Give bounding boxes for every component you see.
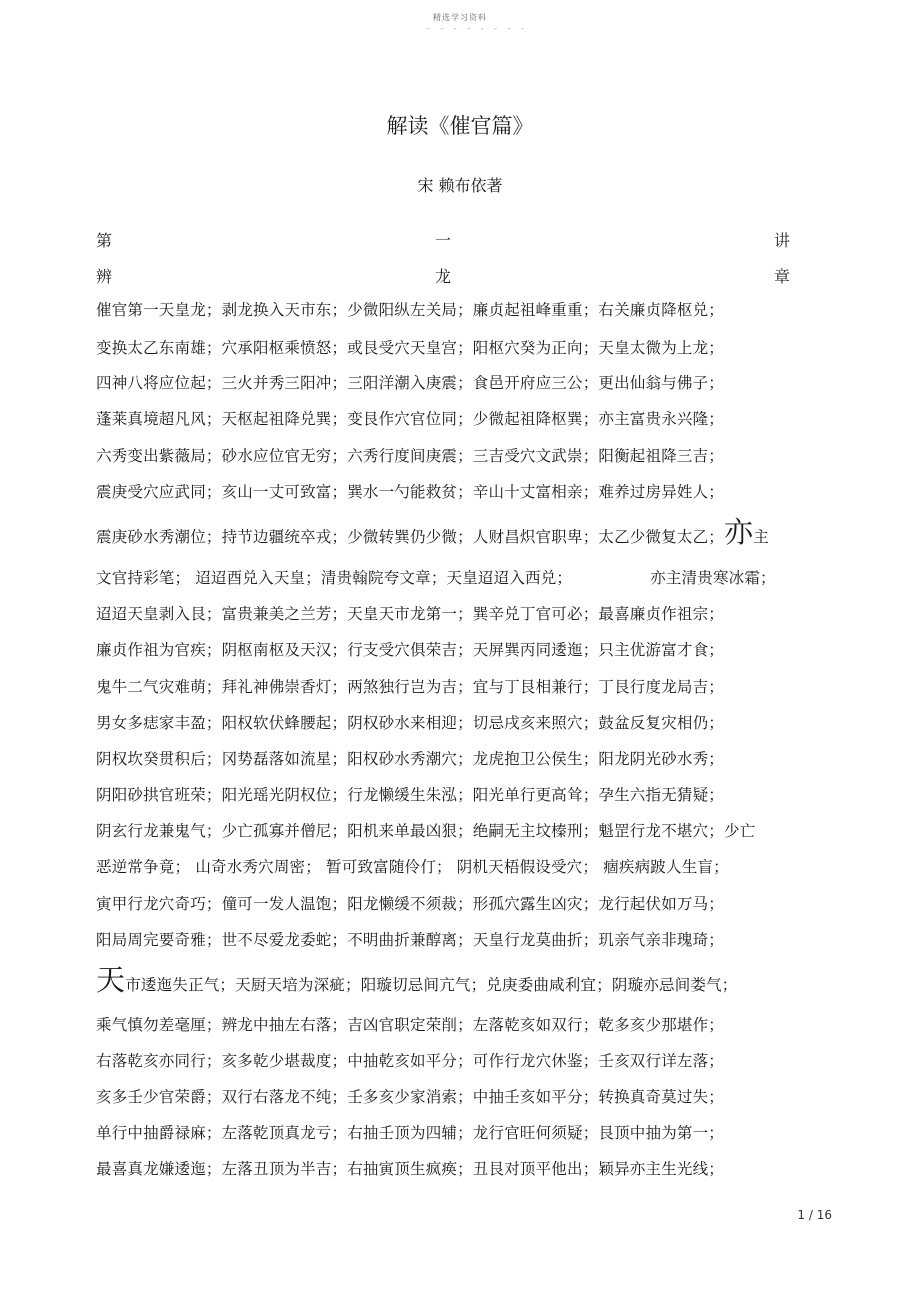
text-line: 催官第一天皇龙；剥龙换入天市东；少微阳纵左关局；廉贞起祖峰重重；右关廉贞降枢兑； [96, 301, 725, 319]
heading-char: 龙 [434, 267, 451, 286]
text-line: 阴权坎癸贯积后；冈势磊落如流星；阳权砂水秀潮穴；龙虎抱卫公侯生；阳龙阴光砂水秀； [96, 750, 725, 768]
text-line [96, 958, 738, 999]
text-line: 最喜真龙嫌逶迤；左落丑顶为半吉；右抽寅顶生疯痪；丑艮对顶平他出；颖异亦主生光线； [96, 1160, 725, 1178]
text-line: 恶逆常争竟； 山奇水秀穴周密； 暂可致富随伶仃； 阴机天梧假设受穴； 痼疾病跛人生盲； [96, 858, 729, 876]
text-line: 男女多痣家丰盈；阳权软伏蜂腰起；阴权砂水来相迎；切忌戌亥来照穴；鼓盆反复灾相仍； [96, 714, 725, 732]
text-line: 震庚受穴应武同；亥山一丈可致富；巽水一勺能救贫；辛山十丈富相亲；难养过房异姓人； [96, 483, 725, 501]
author-line: 宋 赖布依著 [417, 176, 503, 195]
text-line: 右落乾亥亦同行；亥多乾少堪裁度；中抽乾亥如平分；可作行龙穴休鉴；壬亥双行详左落； [96, 1052, 725, 1070]
enlarged-char: 天 [96, 963, 126, 997]
text-line: 亥多壬少官荣爵；双行右落龙不纯；壬多亥少家消索；中抽壬亥如平分；转换真奇莫过失； [96, 1088, 725, 1106]
heading-char: 章 [773, 267, 790, 286]
text-line: 单行中抽爵禄麻；左落乾顶真龙亏；右抽壬顶为四辅；龙行官旺何须疑；艮顶中抽为第一； [96, 1124, 725, 1142]
header-dashes: - - - - - - - - [427, 24, 528, 33]
header-note: 精选学习资料 [433, 13, 487, 22]
heading-char: 一 [434, 231, 451, 250]
text-line: 迢迢天皇剥入艮；富贵兼美之兰芳；天皇天市龙第一；巽辛兑丁官可必；最喜廉贞作祖宗； [96, 605, 725, 623]
text-line: 寅甲行龙穴奇巧；僮可一发人温饱；阳龙懒缓不须裁；形孤穴露生凶灾；龙行起伏如万马； [96, 895, 725, 913]
line-text: 市逶迤失正气；天厨天培为深疵；阳璇切忌间亢气；兑庚委曲咸利宜；阴璇亦忌间娄气； [125, 976, 738, 994]
line-text: 震庚砂水秀潮位；持节边疆统卒戎；少微转巽仍少微；人财昌炽官职卑；太乙少微复太乙； [96, 528, 725, 546]
text-line: 鬼牛二气灾难萌；拜礼神佛崇香灯；两煞独行岂为吉；宜与丁艮相兼行；丁艮行度龙局吉； [96, 678, 725, 696]
text-line: 乘气慎勿差毫厘；辨龙中抽左右落；吉凶官职定荣削；左落乾亥如双行；乾多亥少那堪作； [96, 1016, 725, 1034]
page-title: 解读《催官篇》 [386, 114, 534, 138]
text-line [96, 566, 776, 588]
heading-char: 辨 [96, 267, 113, 286]
enlarged-char: 亦 [724, 515, 754, 549]
heading-char: 第 [96, 231, 113, 250]
line-text: 文官持彩笔； 迢迢酉兑入天皇；清贵翰院夸文章；天皇迢迢入西兑； [96, 569, 573, 587]
page-number: 1 / 16 [797, 1208, 832, 1222]
text-line: 蓬莱真境超凡风；天枢起祖降兑巽；变艮作穴官位同；少微起祖降枢巽；亦主富贵永兴隆； [96, 410, 725, 428]
text-line: 六秀变出紫薇局；砂水应位官无穷；六秀行度间庚震；三吉受穴文武崇；阳衡起祖降三吉； [96, 447, 725, 465]
text-line: 廉贞作祖为官疾；阴枢南枢及天汉；行支受穴俱荣吉；天屏巽丙同逶迤；只主优游富才食； [96, 641, 725, 659]
text-line [96, 510, 769, 551]
text-line: 阳局周完要奇雅；世不尽爱龙委蛇；不明曲折兼醇离；天皇行龙莫曲折；玑亲气亲非瑰琦； [96, 931, 725, 949]
text-line: 阴玄行龙兼鬼气；少亡孤寡并僧尼；阳机来单最凶狠；绝嗣无主坟榛刑；魁罡行龙不堪穴；少亡 [96, 822, 756, 840]
heading-char: 讲 [773, 231, 790, 250]
text-line: 阴阳砂拱官班荣；阳光瑶光阴权位；行龙懒缓生朱泓；阳光单行更高耸；孕生六指无猜疑； [96, 786, 725, 804]
section-heading-row [96, 264, 790, 287]
line-text-tail: 亦主清贵寒冰霜； [650, 569, 776, 587]
chapter-heading-row [96, 228, 790, 251]
text-line: 四神八将应位起；三火并秀三阳冲；三阳洋潮入庚震；食邑开府应三公；更出仙翁与佛子； [96, 374, 725, 392]
text-line: 变换太乙东南雄；穴承阳枢乘愤怒；或艮受穴天皇宫；阳枢穴癸为正向；天皇太微为上龙； [96, 339, 725, 357]
line-text-tail: 主 [753, 528, 769, 546]
